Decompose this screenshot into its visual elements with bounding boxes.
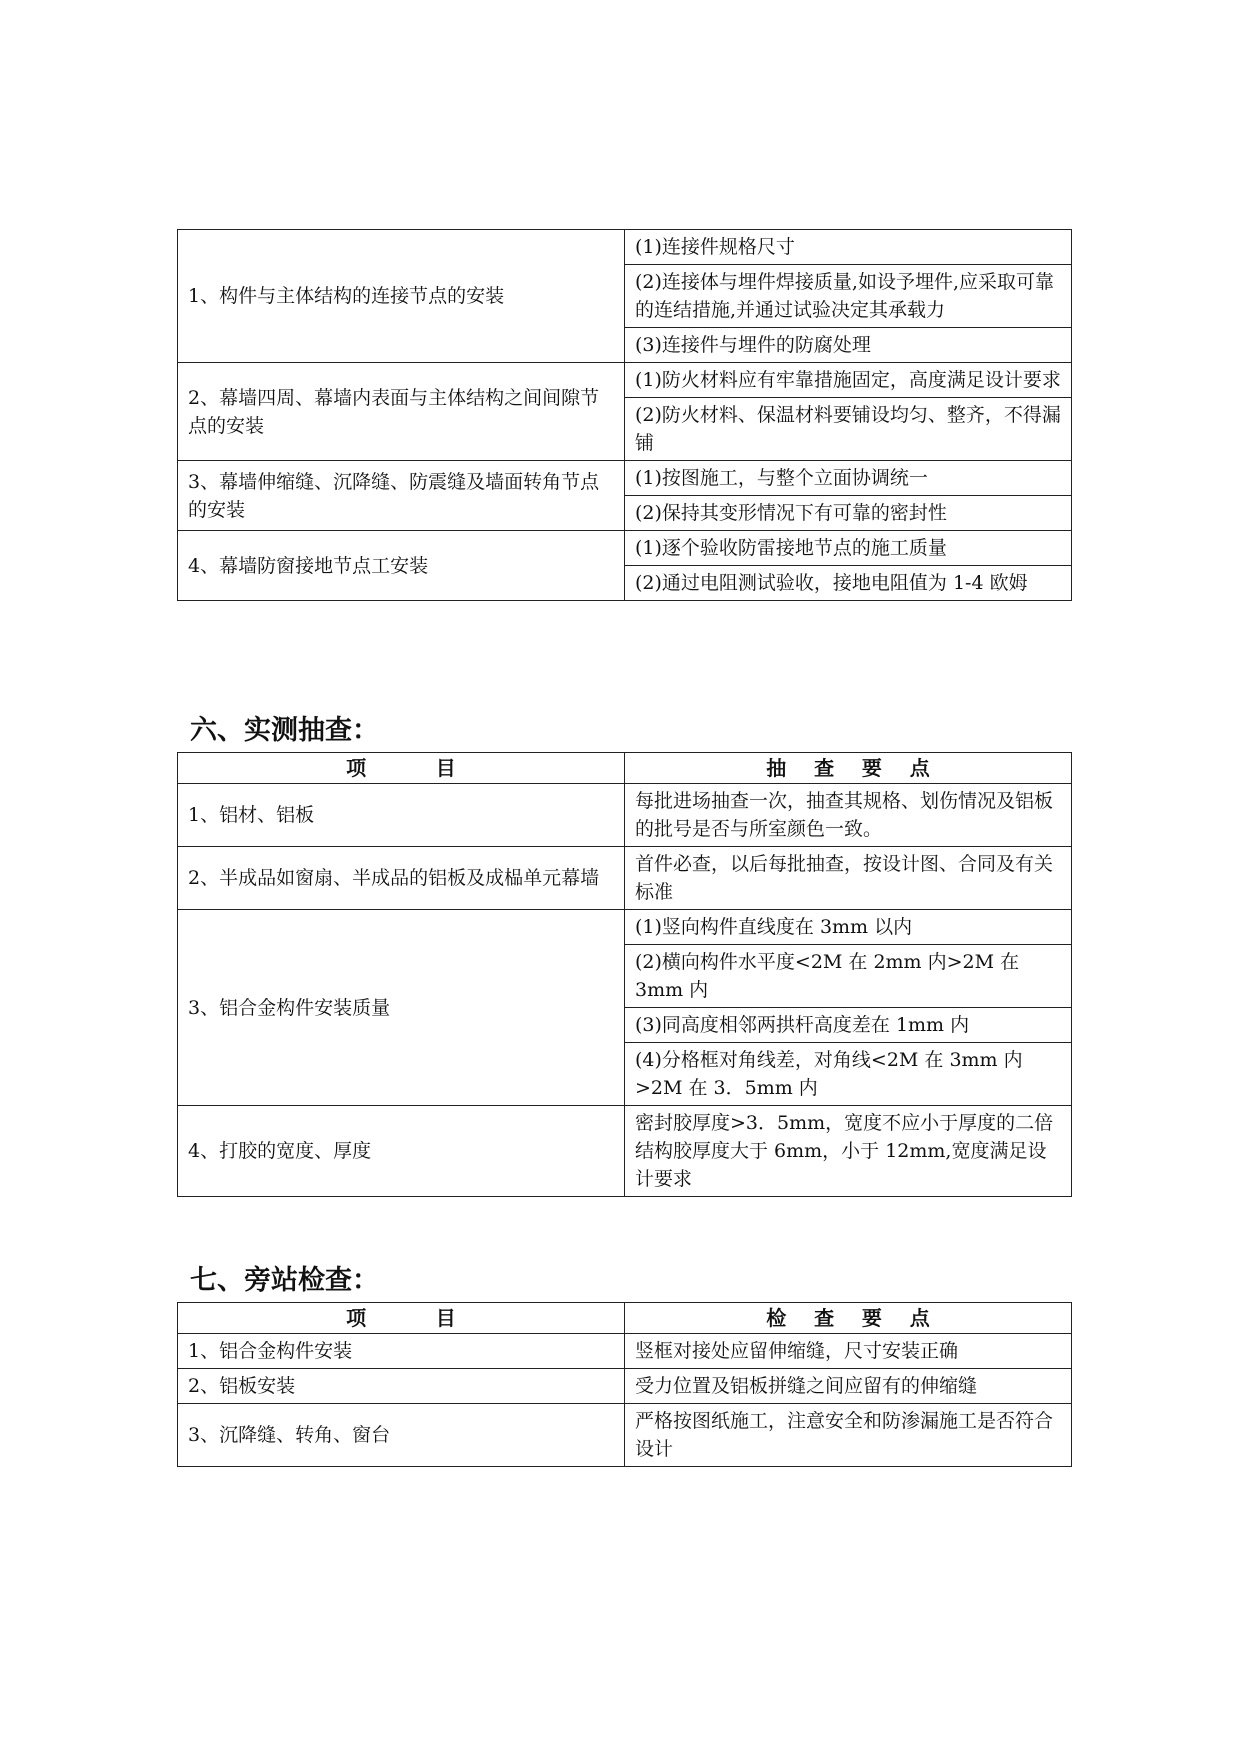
item-cell: 3、铝合金构件安装质量	[178, 910, 625, 1106]
item-cell: 4、打胶的宽度、厚度	[178, 1106, 625, 1197]
point-cell: 竖框对接处应留伸缩缝，尺寸安装正确	[625, 1334, 1072, 1369]
table-row	[178, 1106, 1072, 1197]
point-cell: (2)保持其变形情况下有可靠的密封性	[625, 496, 1072, 531]
table-row	[178, 363, 1072, 398]
table-row	[178, 1404, 1072, 1467]
point-cell: (2)通过电阻测试验收，接地电阻值为 1-4 欧姆	[625, 566, 1072, 601]
section-heading-onsite-supervision: 七、旁站检查：	[190, 1265, 379, 1296]
column-header-points: 抽 查 要 点	[625, 753, 1072, 784]
point-cell: (2)横向构件水平度<2M 在 2mm 内>2M 在 3mm 内	[625, 945, 1072, 1008]
section-heading-measured-check: 六、实测抽查：	[190, 715, 379, 746]
table-row	[178, 910, 1072, 945]
item-cell: 3、幕墙伸缩缝、沉降缝、防震缝及墙面转角节点的安装	[178, 461, 625, 531]
table-row	[178, 784, 1072, 847]
point-cell: (1)连接件规格尺寸	[625, 230, 1072, 265]
point-cell: (2)连接体与埋件焊接质量,如设予埋件,应采取可靠的连结措施,并通过试验决定其承载力	[625, 265, 1072, 328]
point-cell: 密封胶厚度>3．5mm，宽度不应小于厚度的二倍结构胶厚度大于 6mm，小于 12mm,宽度满足设计要求	[625, 1106, 1072, 1197]
table-row	[178, 461, 1072, 496]
point-cell: (4)分格框对角线差，对角线<2M 在 3mm 内>2M 在 3．5mm 内	[625, 1043, 1072, 1106]
point-cell: (2)防火材料、保温材料要铺设均匀、整齐，不得漏铺	[625, 398, 1072, 461]
table-row	[178, 1369, 1072, 1404]
item-cell: 1、铝合金构件安装	[178, 1334, 625, 1369]
table-row	[178, 531, 1072, 566]
column-header-item: 项 目	[178, 1303, 625, 1334]
point-cell: 每批进场抽查一次，抽查其规格、划伤情况及铝板的批号是否与所室颜色一致。	[625, 784, 1072, 847]
point-cell: 受力位置及铝板拼缝之间应留有的伸缩缝	[625, 1369, 1072, 1404]
point-cell: (3)连接件与埋件的防腐处理	[625, 328, 1072, 363]
point-cell: 首件必查，以后每批抽查，按设计图、合同及有关标准	[625, 847, 1072, 910]
connection-nodes-table	[177, 229, 1072, 601]
table-row	[178, 230, 1072, 265]
table-row	[178, 847, 1072, 910]
item-cell: 2、半成品如窗扇、半成品的铝板及成榀单元幕墙	[178, 847, 625, 910]
column-header-item: 项 目	[178, 753, 625, 784]
item-cell: 1、构件与主体结构的连接节点的安装	[178, 230, 625, 363]
point-cell: (1)按图施工，与整个立面协调统一	[625, 461, 1072, 496]
point-cell: (3)同高度相邻两拱杆高度差在 1mm 内	[625, 1008, 1072, 1043]
onsite-supervision-table	[177, 1302, 1072, 1467]
point-cell: 严格按图纸施工，注意安全和防渗漏施工是否符合设计	[625, 1404, 1072, 1467]
point-cell: (1)防火材料应有牢靠措施固定，高度满足设计要求	[625, 363, 1072, 398]
item-cell: 2、幕墙四周、幕墙内表面与主体结构之间间隙节点的安装	[178, 363, 625, 461]
item-cell: 1、铝材、铝板	[178, 784, 625, 847]
column-header-points: 检 查 要 点	[625, 1303, 1072, 1334]
measured-check-table	[177, 752, 1072, 1197]
table-row	[178, 1334, 1072, 1369]
table-header-row	[178, 1303, 1072, 1334]
item-cell: 2、铝板安装	[178, 1369, 625, 1404]
table-header-row	[178, 753, 1072, 784]
item-cell: 3、沉降缝、转角、窗台	[178, 1404, 625, 1467]
point-cell: (1)竖向构件直线度在 3mm 以内	[625, 910, 1072, 945]
item-cell: 4、幕墙防窗接地节点工安装	[178, 531, 625, 601]
point-cell: (1)逐个验收防雷接地节点的施工质量	[625, 531, 1072, 566]
